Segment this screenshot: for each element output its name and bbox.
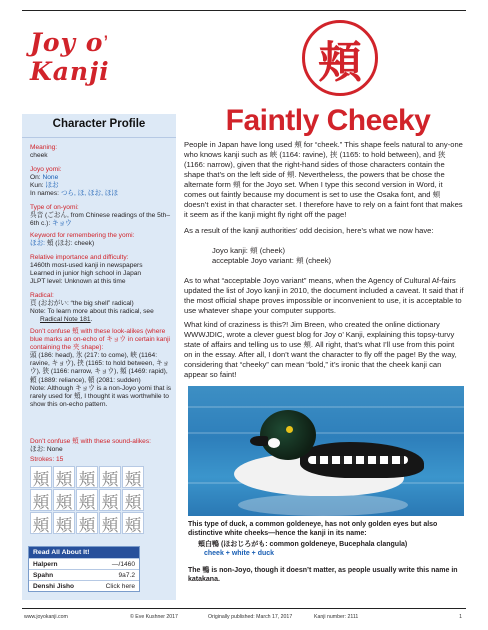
logo-text-1: Joy o: [30, 28, 104, 57]
footer-copyright: © Eve Kushner 2017: [130, 614, 178, 620]
sidebar-header: [22, 114, 176, 138]
reference-value: —/1460: [111, 560, 135, 568]
caption-note-text: The 鴨 is non-Joyo, though it doesn’t matter, as people usually write this name in katakana.: [188, 567, 458, 584]
yomi-label: Joyo yomi:: [30, 166, 62, 173]
duck-cheek: [268, 438, 280, 448]
duck-eye: [286, 426, 293, 433]
footer-page-number: 1: [459, 614, 462, 620]
kanji-formula: cheek + white + duck: [204, 550, 275, 558]
keyword-block: [30, 232, 172, 248]
bottom-rule: [22, 608, 466, 609]
stroke-step: 頬: [30, 512, 52, 534]
water-ripple: [188, 406, 464, 408]
onyomi-type-value: 呉音 (ごおん, from Chinese readings of the 5th–6th c.):: [30, 212, 170, 228]
lookalikes-line-1: 頭 (186: head), 氷 (217: to come), 峡 (1164: ravine,: [30, 352, 158, 368]
radical-end: .: [90, 316, 93, 324]
goldeneye-duck-photo: [188, 386, 464, 516]
duck-head: [260, 410, 316, 460]
stroke-step: 頬: [99, 489, 121, 511]
radical-line-1: 頁 (おおがい: “the big shell” radical): [30, 300, 134, 308]
kun-label: Kun:: [30, 182, 44, 190]
soundalikes-label: Don’t confuse 頬 with these sound-alikes:: [30, 438, 151, 445]
stroke-step: 頬: [30, 466, 52, 488]
reference-row-denshi-jisho: [29, 580, 139, 591]
kanji-variant-2: acceptable Joyo variant: 頬 (cheek): [212, 256, 332, 265]
on-value: None: [42, 174, 59, 182]
on-label: On:: [30, 174, 41, 182]
duck-bill: [250, 436, 268, 446]
reference-value: 9a7.2: [118, 571, 135, 579]
meaning-value: cheek: [30, 152, 48, 160]
footer-site[interactable]: www.joyokanji.com: [24, 614, 68, 620]
radical-block: [30, 292, 172, 324]
lookalikes-note: Note: Although キョウ is a non-Joyo yomi that is rarely used for 頬, I thought it was worthwhile to show this on-echo pattern.: [30, 384, 172, 408]
stroke-step: 頬: [99, 512, 121, 534]
soundalikes-block: [30, 438, 172, 454]
reference-row-halpern: [29, 558, 139, 569]
importance-line-1: 1460th most-used kanji in newspapers: [30, 262, 143, 270]
soundalikes-value: ほお: None: [30, 446, 63, 454]
read-all-about-it-heading: Read All About It!: [29, 547, 139, 558]
reference-name: Spahn: [33, 571, 54, 579]
page-title: Faintly Cheeky: [225, 104, 431, 137]
stroke-step: 頬: [53, 512, 75, 534]
radical-label: Radical:: [30, 292, 54, 299]
onyomi-type-kyou: キョウ: [52, 220, 72, 228]
paragraph-4: As to what “acceptable Joyo variant” means, when the Agency of Cultural Af-fairs updated the list of Joyo kanji in 2010, the document included a caveat. It said that if the most official shape proves impossible or inconvenient to use, it is acceptable to use whatever shape your computer supports.: [184, 276, 464, 315]
importance-block: [30, 254, 172, 286]
reference-name: Halpern: [33, 560, 58, 568]
caption-note: [188, 566, 464, 584]
denshi-jisho-link[interactable]: Click here: [105, 582, 135, 590]
duck-name-line: [188, 540, 464, 558]
stroke-step: 頬: [122, 466, 144, 488]
keyword-value: 頬 (ほお: cheek): [46, 240, 95, 248]
caption-line: This type of duck, a common goldeneye, has not only golden eyes but also distinctive white cheeks—hence the kanji in its name:: [188, 521, 438, 538]
innames-label: In names:: [30, 190, 59, 198]
stroke-step: 頬: [53, 466, 75, 488]
joyo-yomi-block: [30, 166, 172, 198]
sidebar-heading: Character Profile: [52, 118, 146, 130]
importance-label: Relative importance and difficulty:: [30, 254, 129, 261]
onyomi-type-label: Type of on-yomi:: [30, 204, 79, 211]
meaning-label: Meaning:: [30, 144, 58, 151]
keyword-label: Keyword for remembering the yomi:: [30, 232, 135, 239]
stroke-step: 頬: [122, 512, 144, 534]
stroke-row-3: [30, 512, 170, 534]
stroke-step: 頬: [76, 489, 98, 511]
paragraph-5: What kind of craziness is this?! Jim Breen, who created the online dictionary WWWJDIC, wrote a clever guest blog for Joy o’ Kanji, explaining this topsy-turvy state of affairs and telling us to use 頬. All right, that’s what I’ll use from this point on in the essay. After all, I don’t want the character to fly off the page! By the way, considering that “cheeky” can mean “bold,” it’s ironic that the cheek kanji can appear so faint!: [184, 320, 457, 379]
strokes-label-block: [30, 456, 172, 464]
stroke-step: 頬: [53, 489, 75, 511]
lookalikes-line-2: キョウ), 挟 (1165: to hold between, キョウ), 狭 (1166: narrow, キョウ), 頻 (1469: rapid), 頼 (1889: reliance), 頓 (2081: sudden): [30, 360, 170, 384]
duck-name: 頬白鴨 (ほおじろがも: common goldeneye, Bucephala clangula): [198, 541, 408, 548]
stroke-order-grid: [30, 466, 170, 535]
stroke-step: 頬: [122, 489, 144, 511]
footer-published: Originally published: March 17, 2017: [208, 614, 293, 620]
logo-apostrophe: ’: [103, 31, 109, 56]
importance-line-2: Learned in junior high school in Japan: [30, 270, 142, 278]
paragraph-2: As a result of the kanji authorities’ odd decision, here’s what we now have:: [184, 226, 434, 235]
strokes-label: Strokes: 15: [30, 456, 64, 463]
top-rule: [22, 10, 466, 11]
radical-note-link[interactable]: Radical Note 181: [40, 316, 91, 324]
onyomi-type-block: [30, 204, 172, 228]
stroke-step: 頬: [30, 489, 52, 511]
keyword-reading: ほお:: [30, 240, 46, 248]
water-ripple: [188, 432, 464, 434]
logo-text-2: Kanji: [30, 57, 110, 86]
stroke-row-2: [30, 489, 170, 511]
duck-wing-stripe: [308, 456, 408, 464]
duck-reflection: [238, 494, 408, 516]
meaning-block: [30, 144, 172, 160]
stroke-step: 頬: [99, 466, 121, 488]
featured-kanji: 頬: [318, 37, 362, 88]
stroke-step: 頬: [76, 512, 98, 534]
joyo-kanji-logo[interactable]: [30, 28, 190, 86]
read-all-about-it-box: [28, 546, 140, 592]
lookalikes-label: Don’t confuse 頬 with these look-alikes (where blue marks an on-echo of キョウ in certain kanji containing the 夹 shape):: [30, 328, 170, 352]
innames-value: つら, ほ, ほお, ほほ: [60, 190, 118, 198]
kun-value: ほお: [45, 182, 59, 190]
lookalikes-block: [30, 328, 172, 409]
importance-line-3: JLPT level: Unknown at this time: [30, 278, 126, 286]
paragraph-1: People in Japan have long used 頬 for “cheek.” This shape feels natural to any-one who knows kanji such as 峡 (1164: ravine), 挟 (1165: to hold between), and 狭 (1166: narrow), given that the right-hand sides of those characters contain the shape that’s on the left side of 頬. Nevertheless, the powers that be chose the alternate form 頰 for the Joyo set. When I type this second version in Word, it comes out faintly because my document is set to use the Osaka font, and 頰 doesn’t exist in that character set. I therefore have to rely on a faint font that makes it seem as if the kanji might fly right off the page!: [184, 140, 463, 219]
kanji-variant-1: Joyo kanji: 頰 (cheek): [212, 246, 286, 255]
stroke-step: 頬: [76, 466, 98, 488]
reference-row-spahn: [29, 569, 139, 580]
reference-name: Denshi Jisho: [33, 582, 75, 590]
photo-caption: [188, 520, 464, 538]
kanji-badge: [302, 20, 378, 96]
stroke-row-1: [30, 466, 170, 488]
radical-line-2: Note: To learn more about this radical, see: [30, 308, 154, 316]
footer: [24, 614, 464, 624]
footer-kanji-number: Kanji number: 2111: [314, 614, 359, 620]
